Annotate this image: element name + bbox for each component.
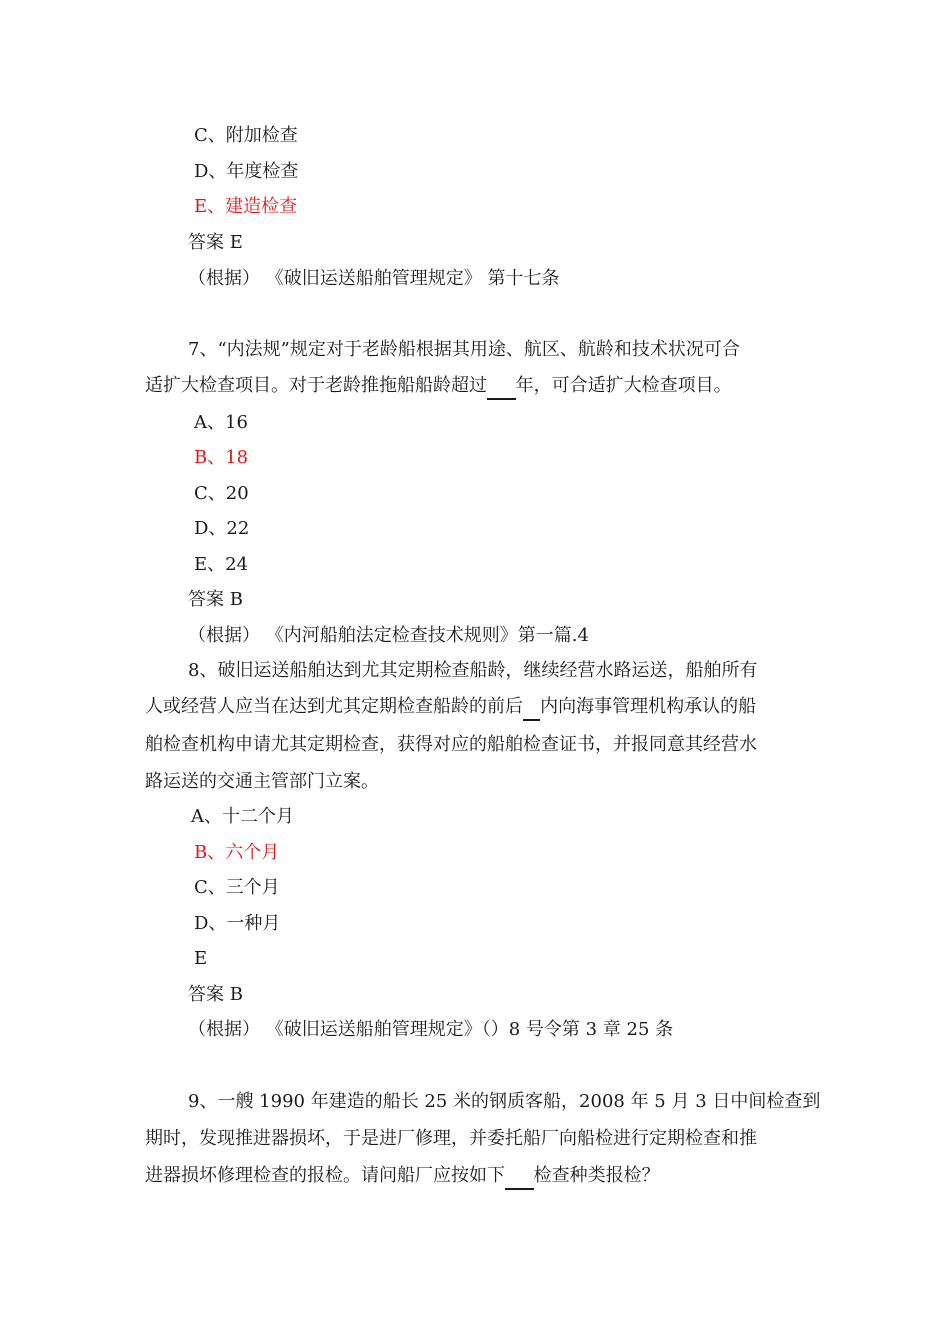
option-c: C、附加检查: [194, 125, 298, 146]
option-a: A、十二个月: [191, 806, 294, 827]
question-text: 适扩大检查项目。对于老龄推拖船船龄超过: [145, 375, 487, 396]
option-d: D、年度检查: [194, 161, 299, 182]
question-text: 内向海事管理机构承认的船: [540, 696, 757, 717]
option-b-correct: B、18: [194, 447, 249, 468]
reference-line: （根据） 《内河船舶法定检查技术规则》第一篇.4: [188, 625, 589, 646]
option-c: C、20: [194, 483, 249, 504]
question-7-line-1: 7、“内法规”规定对于老龄船根据其用途、航区、航龄和技术状况可合: [188, 339, 740, 360]
reference-line: （根据） 《破旧运送船舶管理规定》（）8 号令第 3 章 25 条: [188, 1019, 674, 1040]
option-c: C、三个月: [194, 877, 280, 898]
reference-line: （根据） 《破旧运送船舶管理规定》 第十七条: [188, 268, 560, 289]
question-8-line-3: 舶检查机构申请尤其定期检查，获得对应的船舶检查证书，并报同意其经营水: [145, 734, 757, 755]
question-9-line-3: [145, 1164, 660, 1190]
option-b-correct: B、六个月: [194, 842, 280, 863]
question-8-line-2: [145, 695, 756, 721]
answer-blank: [505, 1164, 534, 1190]
option-a: A、16: [194, 412, 248, 433]
question-text: 年，可合适扩大检查项目。: [515, 375, 732, 396]
answer-blank: [523, 695, 540, 721]
option-e-correct: E、建造检查: [194, 196, 298, 217]
answer-line: 答案 B: [188, 984, 243, 1005]
option-d: D、一种月: [194, 913, 281, 934]
question-text: 检查种类报检？: [533, 1165, 660, 1186]
question-text: 进器损坏修理检查的报检。请问船厂应按如下: [145, 1165, 505, 1186]
option-e: E: [194, 948, 208, 969]
question-text: 人或经营人应当在达到尤其定期检查船龄的前后: [145, 696, 523, 717]
answer-line: 答案 B: [188, 589, 243, 610]
answer-blank: [487, 374, 516, 400]
answer-line: 答案 E: [188, 232, 243, 253]
option-d: D、22: [194, 518, 250, 539]
question-8-line-4: 路运送的交通主管部门立案。: [145, 771, 379, 792]
option-e: E、24: [194, 554, 249, 575]
question-9-line-1: 9、一艘 1990 年建造的船长 25 米的钢质客船，2008 年 5 月 3 日中间检查到: [188, 1091, 821, 1112]
question-7-line-2: [145, 374, 732, 400]
question-8-line-1: 8、破旧运送船舶达到尤其定期检查船龄，继续经营水路运送，船舶所有: [188, 660, 758, 681]
question-9-line-2: 期时，发现推进器损坏，于是进厂修理，并委托船厂向船检进行定期检查和推: [145, 1128, 757, 1149]
